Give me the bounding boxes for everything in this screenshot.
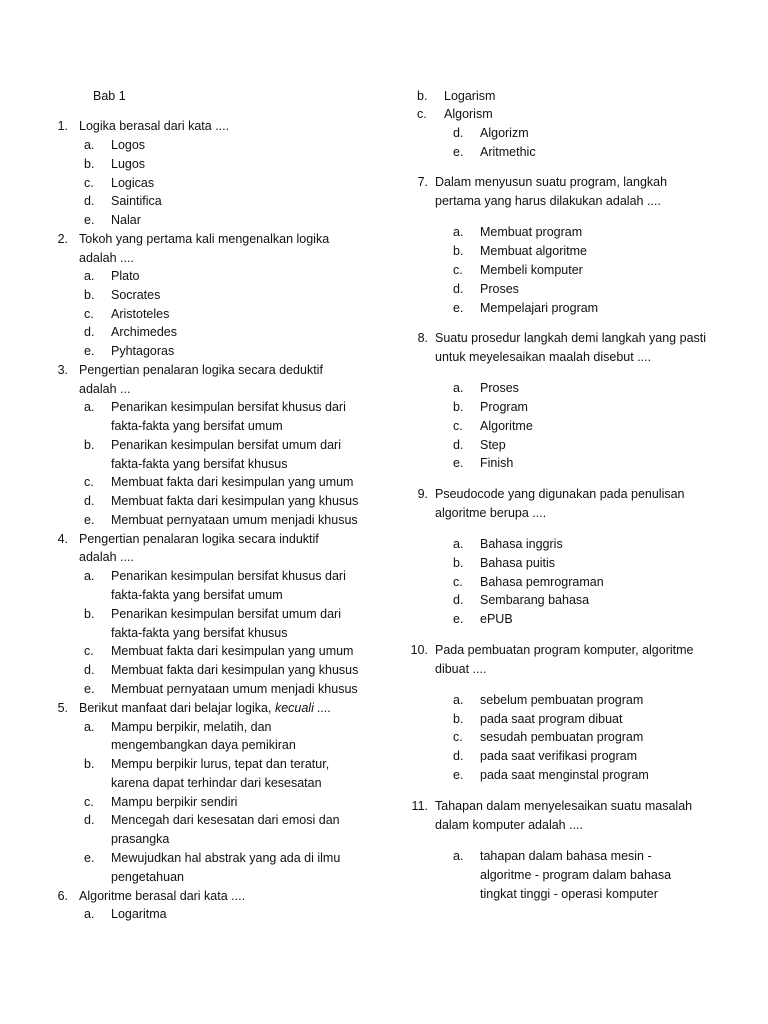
question-number: 9.	[417, 487, 428, 501]
option-letter: e.	[84, 851, 95, 865]
question-number: 11.	[411, 799, 428, 813]
question-text: pertama yang harus dilakukan adalah ....	[435, 194, 661, 208]
option-letter: e.	[453, 456, 464, 470]
option-text: Mempelajari program	[480, 301, 599, 315]
option-text: Finish	[480, 456, 514, 470]
question-text: untuk meyelesaikan maalah disebut ....	[435, 350, 652, 364]
option-letter: d.	[84, 663, 95, 677]
option-letter: e.	[84, 513, 95, 527]
option-text: pengetahuan	[111, 870, 184, 884]
question-text: dibuat ....	[435, 662, 487, 676]
option-letter: b.	[84, 438, 95, 452]
question-text: dalam komputer adalah ....	[435, 818, 583, 832]
option-text: pada saat menginstal program	[480, 768, 649, 782]
option-text: Bahasa pemrograman	[480, 575, 604, 589]
question-text: adalah ...	[79, 382, 131, 396]
question-stem-italic: kecuali ....	[274, 701, 332, 715]
option-text: prasangka	[111, 832, 170, 846]
option-letter: a.	[453, 225, 464, 239]
option-letter: e.	[453, 145, 464, 159]
option-letter: c.	[84, 795, 94, 809]
option-letter: a.	[84, 907, 95, 921]
option-text: Membuat fakta dari kesimpulan yang khusus	[111, 494, 359, 508]
question-text: Pseudocode yang digunakan pada penulisan	[435, 487, 685, 501]
option-text: Algoritme	[480, 419, 533, 433]
question-text: Algoritme berasal dari kata ....	[79, 889, 246, 903]
option-text: Bahasa puitis	[480, 556, 556, 570]
option-text: Pyhtagoras	[111, 344, 175, 358]
option-text: Membuat pernyataan umum menjadi khusus	[111, 682, 358, 696]
option-text: pada saat verifikasi program	[480, 749, 638, 763]
option-text: ePUB	[480, 612, 513, 626]
option-text: Lugos	[111, 157, 146, 171]
option-letter: c.	[84, 176, 94, 190]
chapter-title: Bab 1	[93, 89, 126, 103]
question-number: 3.	[57, 363, 68, 377]
question-number: 4.	[57, 532, 68, 546]
option-text: Saintifica	[111, 194, 162, 208]
option-text: Logarism	[444, 89, 496, 103]
option-text: pada saat program dibuat	[480, 712, 623, 726]
option-letter: b.	[417, 89, 428, 103]
option-letter: a.	[453, 693, 464, 707]
option-text: Mampu berpikir sendiri	[111, 795, 238, 809]
question-stem: Berikut manfaat dari belajar logika,	[79, 701, 275, 715]
question-number: 1.	[57, 119, 68, 133]
option-text: Socrates	[111, 288, 161, 302]
question-number: 10.	[410, 643, 428, 657]
question-text: algoritme berupa ....	[435, 506, 547, 520]
option-letter: a.	[453, 381, 464, 395]
option-text: sesudah pembuatan program	[480, 730, 644, 744]
question-text: Tokoh yang pertama kali mengenalkan logika	[79, 232, 330, 246]
option-letter: a.	[84, 569, 95, 583]
option-text: Sembarang bahasa	[480, 593, 590, 607]
option-text: Archimedes	[111, 325, 177, 339]
option-letter: a.	[84, 138, 95, 152]
question-text: Suatu prosedur langkah demi langkah yang pasti	[435, 331, 707, 345]
option-letter: a.	[84, 400, 95, 414]
option-letter: b.	[453, 556, 464, 570]
option-text: fakta-fakta yang bersifat umum	[111, 588, 283, 602]
question-number: 2.	[57, 232, 68, 246]
option-letter: b.	[453, 244, 464, 258]
option-letter: b.	[453, 712, 464, 726]
question-text: Logika berasal dari kata ....	[79, 119, 230, 133]
option-text: fakta-fakta yang bersifat khusus	[111, 626, 288, 640]
option-text: Proses	[480, 282, 519, 296]
option-text: Membuat program	[480, 225, 583, 239]
option-letter: e.	[84, 213, 95, 227]
question-text: Tahapan dalam menyelesaikan suatu masalah	[435, 799, 693, 813]
option-text: Aritmethic	[480, 145, 536, 159]
question-number: 5.	[57, 701, 68, 715]
option-letter: d.	[84, 325, 95, 339]
option-text: Penarikan kesimpulan bersifat khusus dari	[111, 400, 346, 414]
option-letter: c.	[84, 644, 94, 658]
option-letter: a.	[84, 720, 95, 734]
option-text: Aristoteles	[111, 307, 170, 321]
option-text: Penarikan kesimpulan bersifat umum dari	[111, 607, 341, 621]
option-text: Membuat fakta dari kesimpulan yang umum	[111, 475, 354, 489]
option-letter: a.	[453, 537, 464, 551]
question-text: adalah ....	[79, 550, 134, 564]
option-letter: b.	[84, 288, 95, 302]
option-text: Nalar	[111, 213, 141, 227]
option-letter: b.	[453, 400, 464, 414]
option-text: karena dapat terhindar dari kesesatan	[111, 776, 322, 790]
option-letter: a.	[84, 269, 95, 283]
option-letter: e.	[453, 768, 464, 782]
option-text: Membuat algoritme	[480, 244, 587, 258]
option-text: Membuat fakta dari kesimpulan yang khusus	[111, 663, 359, 677]
option-letter: c.	[453, 730, 463, 744]
option-text: Algorizm	[480, 126, 529, 140]
option-letter: b.	[84, 157, 95, 171]
option-text: Logos	[111, 138, 146, 152]
option-letter: b.	[84, 607, 95, 621]
option-letter: c.	[453, 419, 463, 433]
option-letter: e.	[453, 301, 464, 315]
question-number: 8.	[417, 331, 428, 345]
option-text: sebelum pembuatan program	[480, 693, 644, 707]
option-letter: c.	[417, 107, 427, 121]
option-letter: d.	[84, 813, 95, 827]
option-text: Membuat pernyataan umum menjadi khusus	[111, 513, 358, 527]
option-text: Mencegah dari kesesatan dari emosi dan	[111, 813, 340, 827]
option-letter: c.	[453, 575, 463, 589]
option-text: Membuat fakta dari kesimpulan yang umum	[111, 644, 354, 658]
option-letter: e.	[84, 682, 95, 696]
option-letter: b.	[84, 757, 95, 771]
option-letter: d.	[453, 749, 464, 763]
option-text: Bahasa inggris	[480, 537, 563, 551]
option-text: Mempu berpikir lurus, tepat dan teratur,	[111, 757, 330, 771]
option-text: fakta-fakta yang bersifat umum	[111, 419, 283, 433]
option-letter: a.	[453, 849, 464, 863]
option-letter: c.	[84, 475, 94, 489]
question-number: 6.	[57, 889, 68, 903]
option-text: mengembangkan daya pemikiran	[111, 738, 296, 752]
option-letter: c.	[453, 263, 463, 277]
question-text	[79, 699, 331, 717]
question-text: Pada pembuatan program komputer, algoritme	[435, 643, 694, 657]
option-text: Plato	[111, 269, 140, 283]
option-letter: d.	[453, 126, 464, 140]
option-letter: d.	[84, 194, 95, 208]
option-letter: d.	[453, 438, 464, 452]
option-text: Logaritma	[111, 907, 167, 921]
option-text: Step	[480, 438, 506, 452]
option-text: tingkat tinggi - operasi komputer	[480, 887, 658, 901]
option-letter: d.	[453, 282, 464, 296]
option-text: Program	[480, 400, 528, 414]
option-text: Mewujudkan hal abstrak yang ada di ilmu	[111, 851, 341, 865]
option-text: Penarikan kesimpulan bersifat umum dari	[111, 438, 341, 452]
option-text: fakta-fakta yang bersifat khusus	[111, 457, 288, 471]
option-text: Penarikan kesimpulan bersifat khusus dari	[111, 569, 346, 583]
question-text: Pengertian penalaran logika secara induktif	[79, 532, 319, 546]
option-letter: c.	[84, 307, 94, 321]
option-letter: d.	[84, 494, 95, 508]
option-text: algoritme - program dalam bahasa	[480, 868, 672, 882]
option-text: Proses	[480, 381, 519, 395]
option-text: tahapan dalam bahasa mesin -	[480, 849, 652, 863]
question-number: 7.	[417, 175, 428, 189]
option-letter: d.	[453, 593, 464, 607]
option-letter: e.	[453, 612, 464, 626]
question-text: adalah ....	[79, 251, 134, 265]
option-letter: e.	[84, 344, 95, 358]
option-text: Logicas	[111, 176, 155, 190]
option-text: Mampu berpikir, melatih, dan	[111, 720, 272, 734]
question-text: Dalam menyusun suatu program, langkah	[435, 175, 668, 189]
question-text: Pengertian penalaran logika secara deduktif	[79, 363, 323, 377]
option-text: Membeli komputer	[480, 263, 583, 277]
option-text: Algorism	[444, 107, 493, 121]
